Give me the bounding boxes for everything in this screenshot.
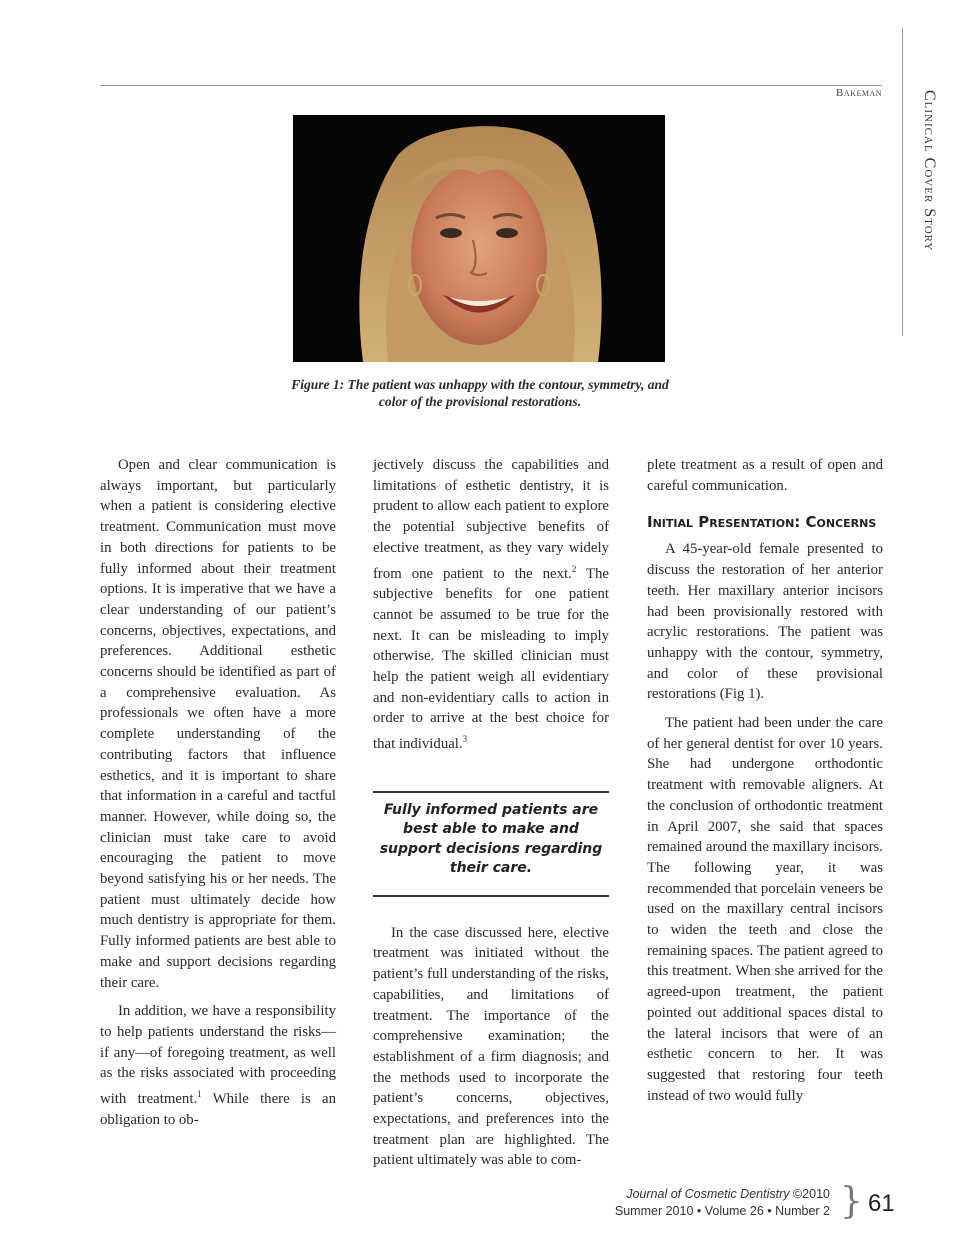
text-column-2 (373, 455, 609, 1171)
footer-journal-info (615, 1186, 830, 1220)
reference-marker: 1 (197, 1089, 202, 1100)
pull-quote: Fully informed patients are best able to make and support decisions regarding their care. (373, 791, 609, 897)
copyright: ©2010 (789, 1187, 830, 1201)
paragraph (373, 455, 609, 755)
paragraph-text: In addition, we have a responsibility to help patients understand the risks—if any—of foregoing treatment, as well as the risks associated with proceeding with treatment. (100, 1003, 336, 1108)
figure-caption: Figure 1: The patient was unhappy with the contour, symmetry, and color of the provisional restorations. (291, 377, 669, 409)
brace-ornament: } (840, 1181, 863, 1222)
footer-journal-line (615, 1186, 830, 1203)
running-header-author: Bakeman (836, 87, 882, 99)
paragraph-text: While there is an obligation to ob- (100, 1091, 337, 1128)
paragraph: plete treatment as a result of open and careful communication. (647, 457, 883, 494)
section-tab-label: Clinical Cover Story (921, 90, 938, 252)
page-number: 61 (868, 1190, 895, 1217)
paragraph (100, 1001, 336, 1130)
paragraph: A 45-year-old female presented to discuss the restoration of her anterior teeth. Her maxillary anterior incisors had been provisionally restored with acrylic restorations. The patient was unhappy with the contour, symmetry, and color of these provisional restorations (Fig 1). (647, 541, 883, 703)
header-rule (100, 85, 882, 86)
paragraph: In the case discussed here, elective treatment was initiated without the patient’s full understanding of the risks, capabilities, and limitations of treatment. The importance of the comprehensive examination; the establishment of a firm diagnosis; and the methods used to incorporate the patient’s concerns, objectives, expectations, and preferences into the treatment plan are highlighted. The patient ultimately was able to com- (373, 924, 609, 1169)
paragraph: The patient had been under the care of her general dentist for over 10 years. She had undergone orthodontic treatment with removable aligners. At the conclusion of orthodontic treatment in April 2007, she said that spaces remained around the maxillary incisors. The following year, it was recommended that porcelain veneers be used on the maxillary central incisors to widen the teeth and close the remaining spaces. The patient agreed to this treatment. When she arrived for the agreed-upon treatment, the patient pointed out additional spaces distal to the lateral incisors that were of an esthetic concern to her. It was suggested that restoring four teeth instead of two would fully (647, 715, 883, 1104)
text-column-1 (100, 455, 336, 1130)
patient-photo (293, 115, 665, 362)
text-column-3 (647, 455, 883, 1106)
paragraph-text: The subjective benefits for one patient cannot be assumed to be true for the next. It can be misleading to imply otherwise. The skilled clinician must help the patient weigh all evidentiary and non-evidentiary calls to action in order to arrive at the best choice for that individual. (373, 565, 609, 752)
section-heading: Initial Presentation: Concerns (647, 513, 877, 532)
patient-portrait-image (293, 115, 665, 362)
reference-marker: 2 (571, 563, 577, 574)
reference-marker: 3 (462, 734, 468, 745)
journal-name: Journal of Cosmetic Dentistry (626, 1187, 790, 1201)
issue-line: Summer 2010 • Volume 26 • Number 2 (614, 1204, 830, 1218)
section-tab-rule (902, 28, 903, 336)
paragraph-text: jectively discuss the capabilities and limitations of esthetic dentistry, it is prudent to allow each patient to explore the potential subjective benefits of elective treatment, as they vary widely from one patient to the next. (373, 457, 609, 582)
paragraph: Open and clear communication is always important, but particularly when a patient is considering elective treatment. Communication must move in both directions for patients to be fully informed about their treatment options. It is imperative that we have a clear understanding of our patient’s concerns, objectives, expectations, and preferences. Additional esthetic concerns should be identified as part of a comprehensive evaluation. As professionals we often have a more complete understanding of the contributing factors that influence esthetics, and it is important to share that information in a careful and tactful manner. However, while doing so, the clinician must take care to avoid encouraging the patient to move beyond satisfying his or her needs. The patient must ultimately decide how much dentistry is appropriate for them. Fully informed patients are best able to make and support decisions regarding their care. (100, 457, 336, 991)
